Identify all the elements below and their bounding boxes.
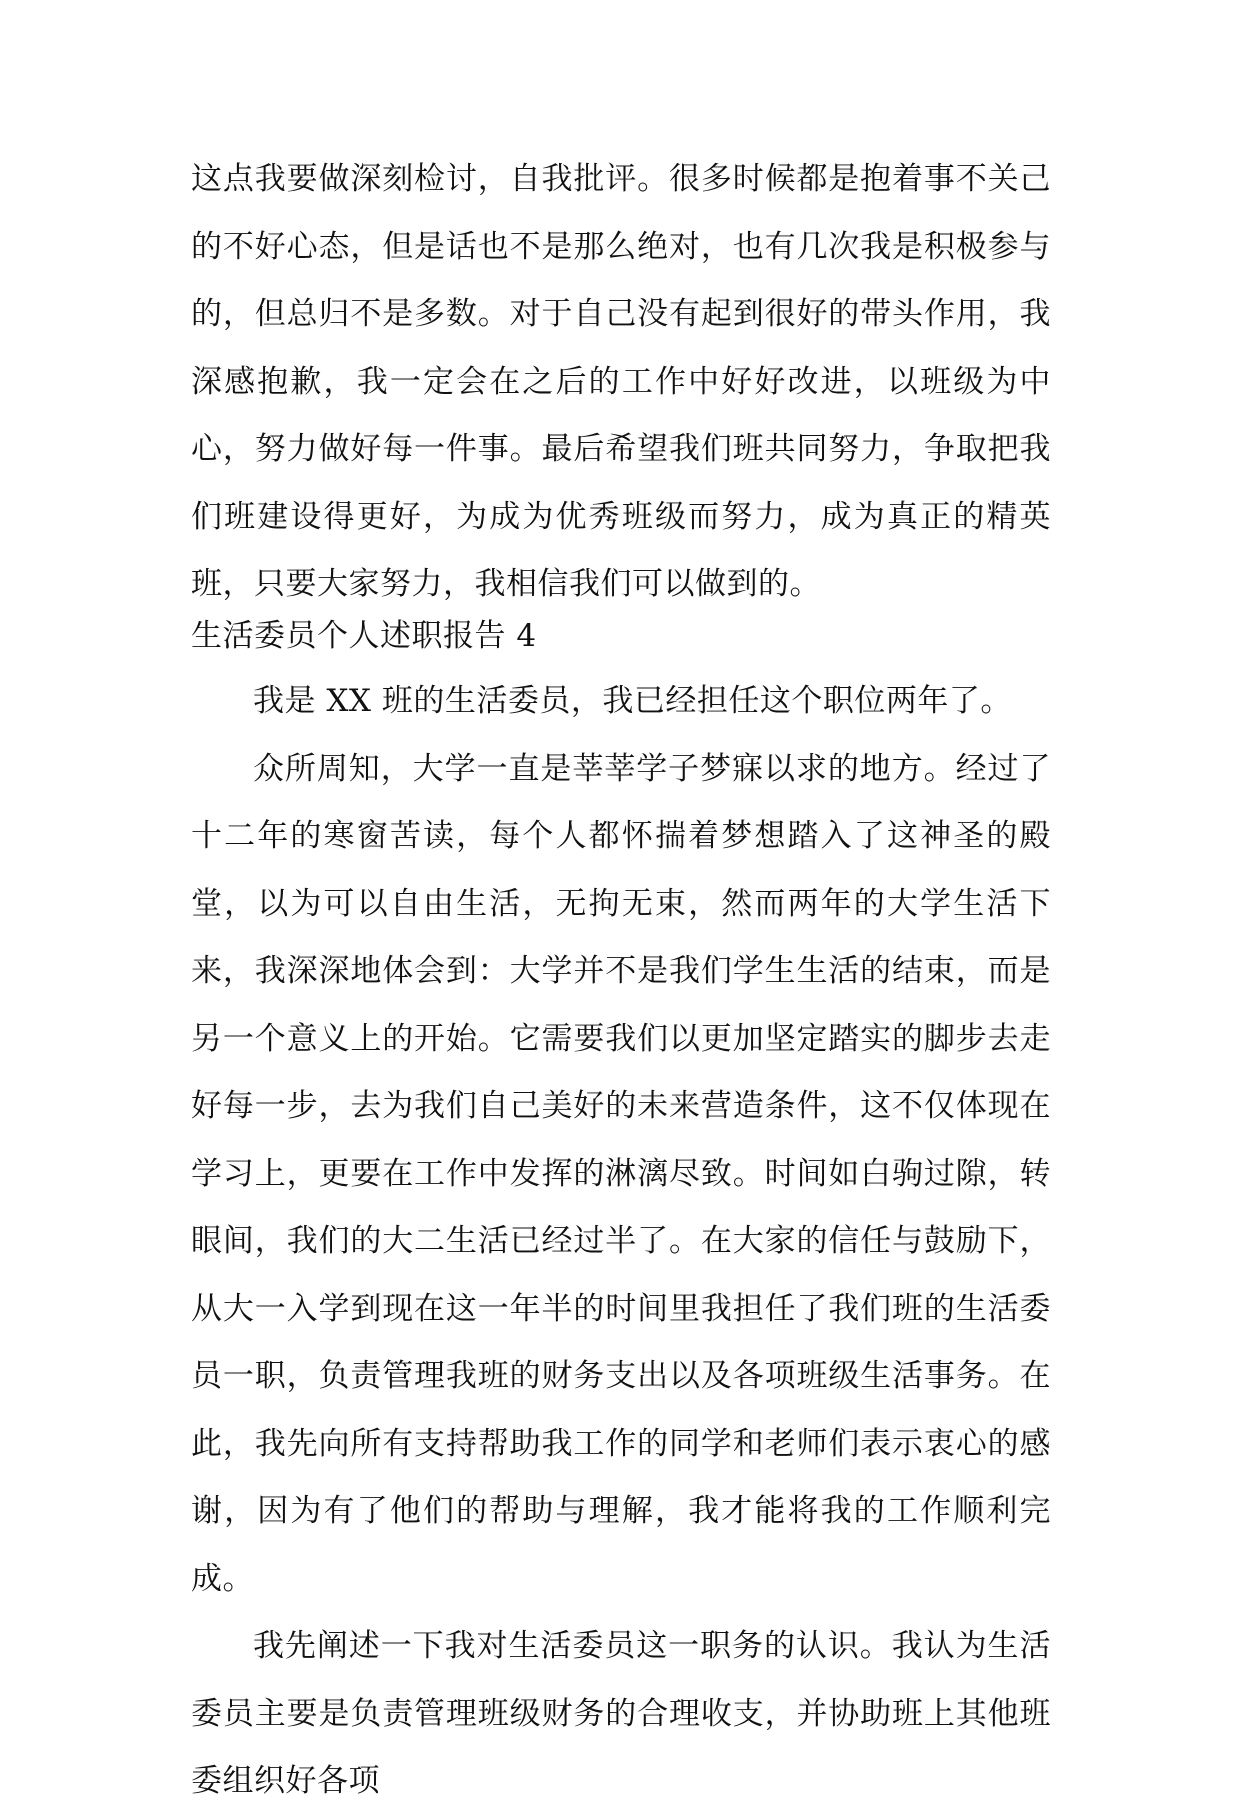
paragraph-intro: 我是 XX 班的生活委员，我已经担任这个职位两年了。	[253, 683, 1012, 719]
paragraph-university: 众所周知，大学一直是莘莘学子梦寐以求的地方。经过了十二年的寒窗苦读，每个人都怀揣着梦想踏入了这神圣的殿堂，以为可以自由生活，无拘无束，然而两年的大学生活下来，我深深地体会到：大学并不是我们学生生活的结束，而是另一个意义上的开始。它需要我们以更加坚定踏实的脚步去走好每一步，去为我们自己美好的未来营造条件，这不仅体现在学习上，更要在工作中发挥的淋漓尽致。时间如白驹过隙，转眼间，我们的大二生活已经过半了。在大家的信任与鼓励下，从大一入学到现在这一年半的时间里我担任了我们班的生活委员一职，负责管理我班的财务支出以及各项班级生活事务。在此，我先向所有支持帮助我工作的同学和老师们表示衷心的感谢，因为有了他们的帮助与理解，我才能将我的工作顺利完成。	[191, 750, 1051, 1597]
continuation-paragraph: 这点我要做深刻检讨，自我批评。很多时候都是抱着事不关己的不好心态，但是话也不是那么绝对，也有几次我是积极参与的，但总归不是多数。对于自己没有起到很好的带头作用，我深感抱歉，我一定会在之后的工作中好好改进，以班级为中心，努力做好每一件事。最后希望我们班共同努力，争取把我们班建设得更好，为成为优秀班级而努力，成为真正的精英班，只要大家努力，我相信我们可以做到的。	[191, 161, 1051, 602]
paragraph-role-understanding: 我先阐述一下我对生活委员这一职务的认识。我认为生活委员主要是负责管理班级财务的合理收支，并协助班上其他班委组织好各项	[191, 1628, 1051, 1799]
continuation-block	[191, 146, 1051, 619]
report-body	[191, 668, 1051, 1816]
section-title: 生活委员个人述职报告 4	[191, 618, 537, 654]
